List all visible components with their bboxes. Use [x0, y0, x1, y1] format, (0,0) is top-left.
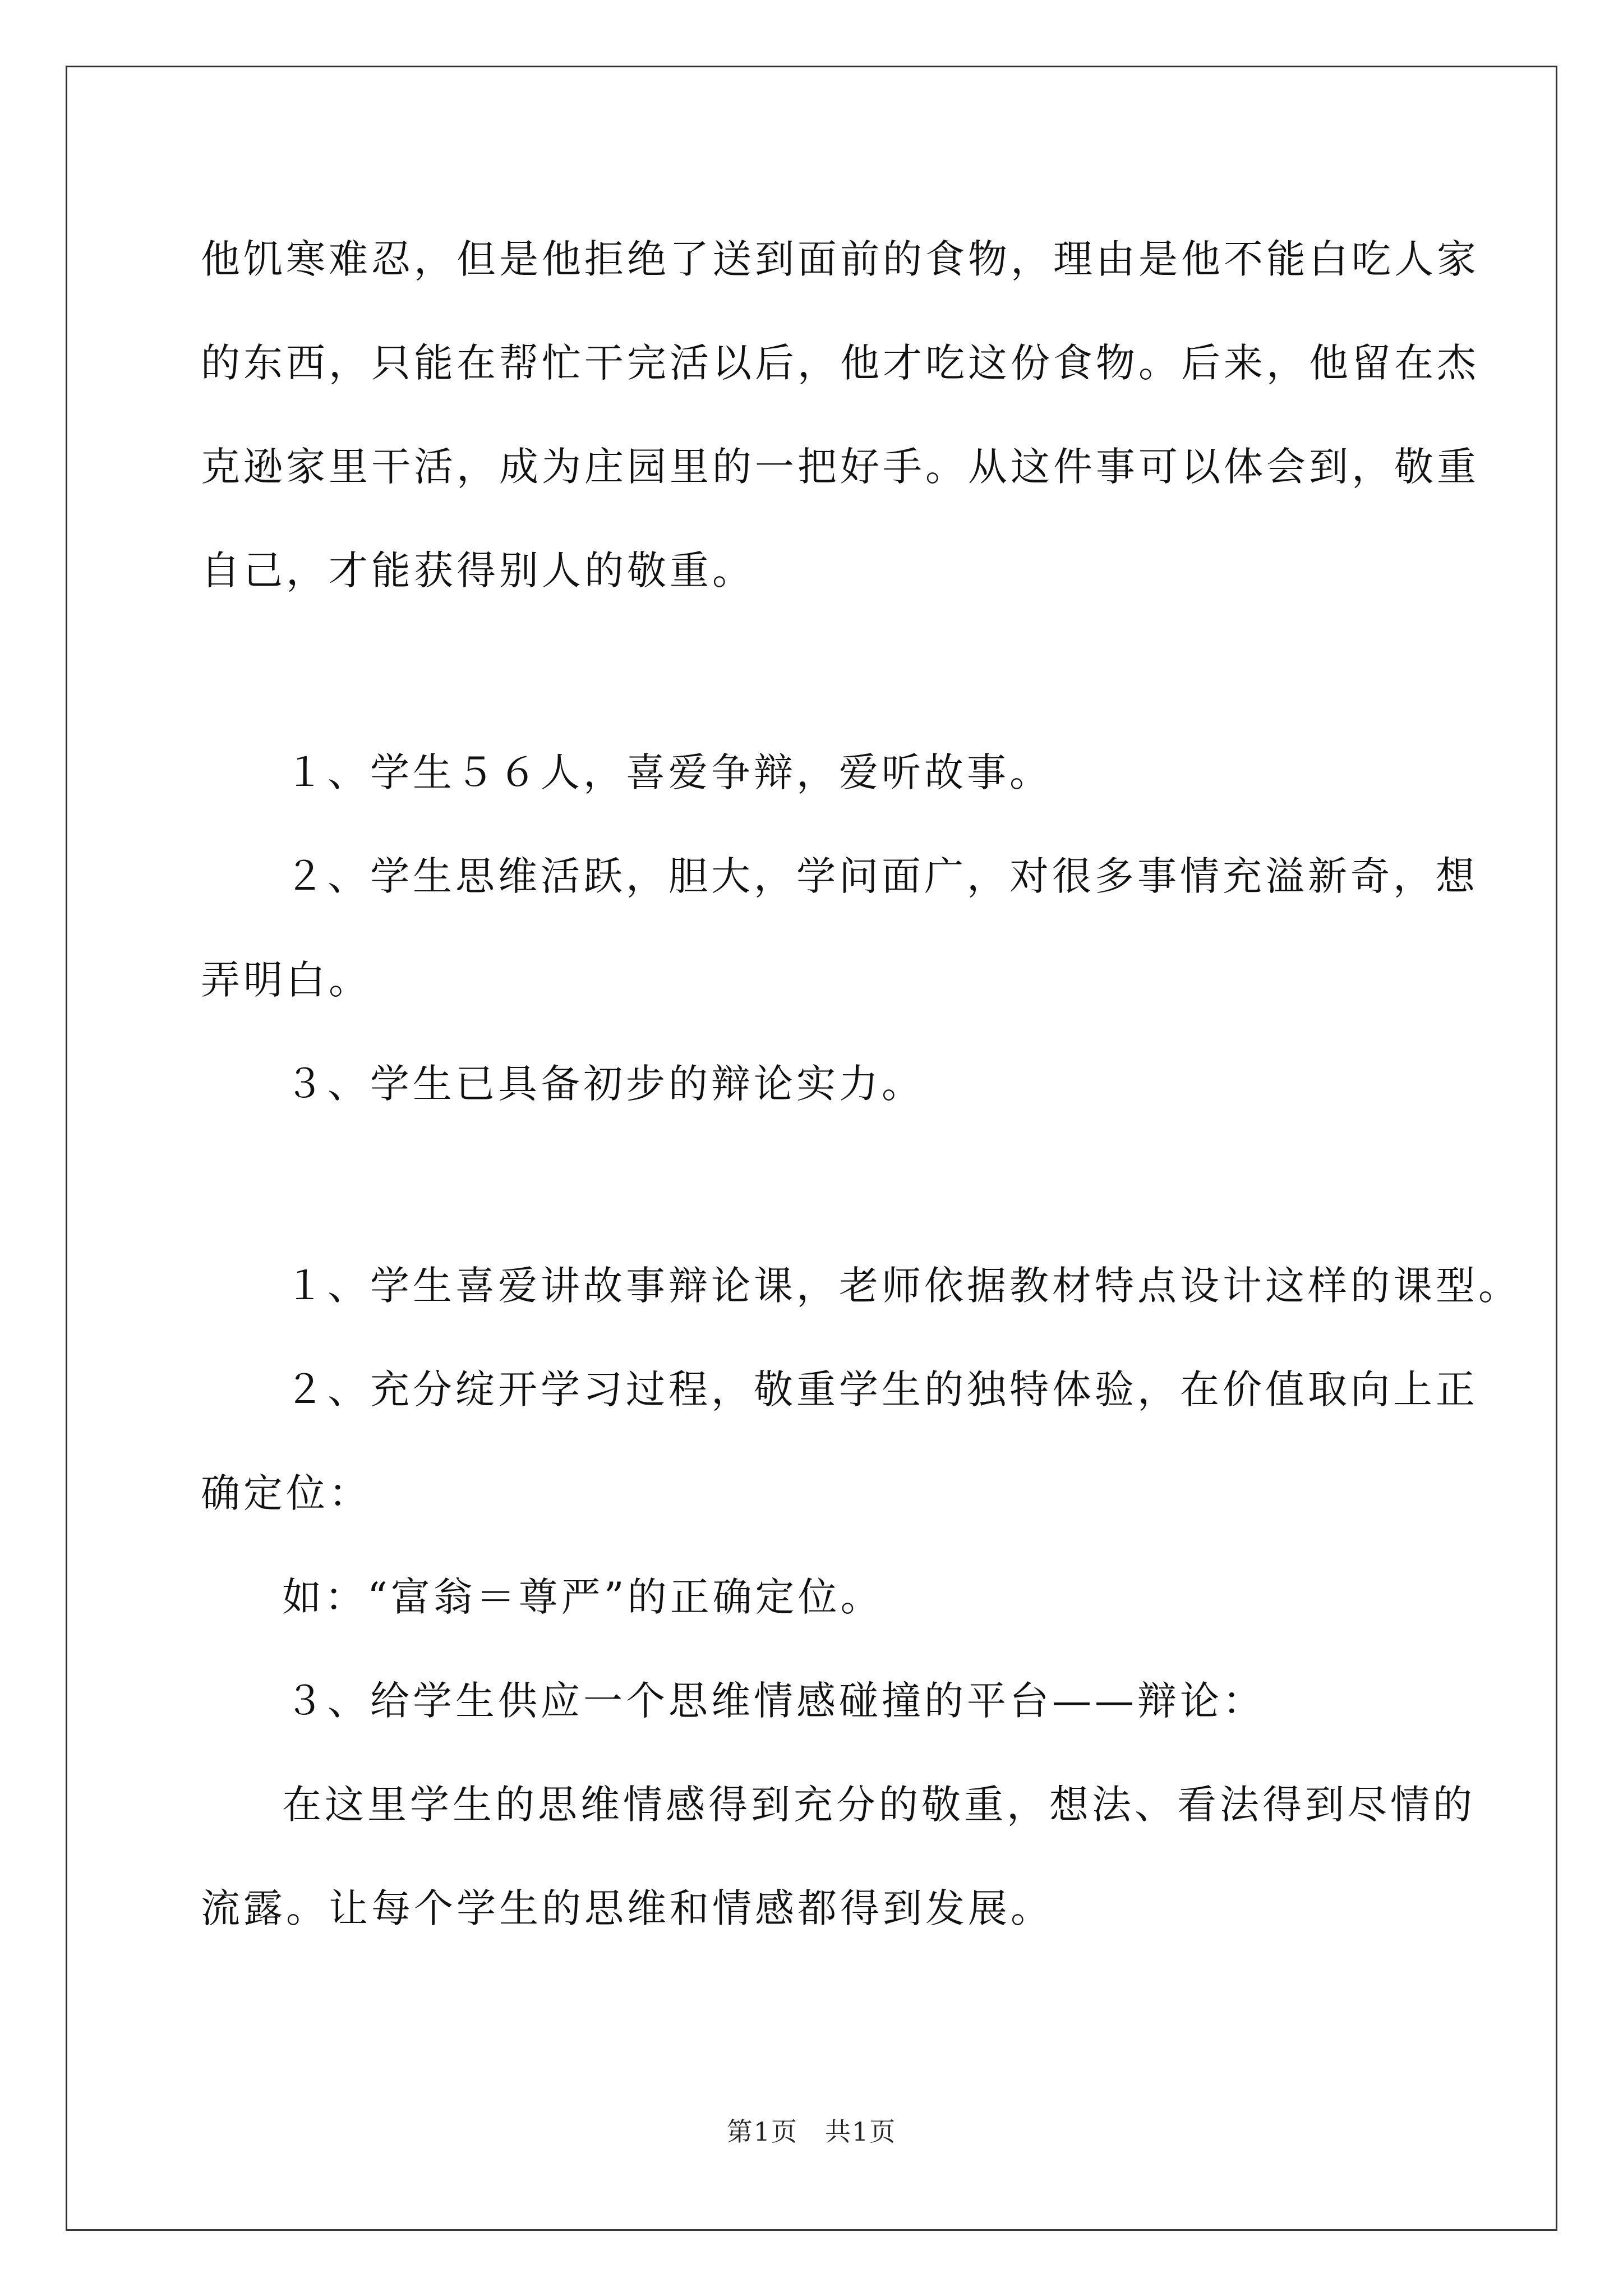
list-item: ３、学生已具备初步的辩论实力。 — [285, 1061, 924, 1107]
text-line: 自己，才能获得别人的敬重。 — [201, 547, 755, 593]
section-gap — [201, 623, 1435, 721]
list-item: ２、充分绽开学习过程，敬重学生的独特体验，在价值取向上正 — [285, 1366, 1478, 1412]
example-line: 如：“富翁＝尊严”的正确定位。 — [282, 1574, 883, 1620]
list-item: １、学生５６人，喜爱争辩，爱听故事。 — [285, 749, 1052, 795]
list-item-continuation: 确定位： — [201, 1470, 371, 1516]
student-analysis-list — [201, 721, 1478, 1136]
intro-paragraph — [201, 208, 1479, 623]
paragraph-continuation: 流露。让每个学生的思维和情感都得到发展。 — [201, 1885, 1053, 1931]
list-item-continuation: 弄明白。 — [201, 957, 371, 1003]
document-body — [201, 208, 1521, 1961]
list-item: ３、给学生供应一个思维情感碰撞的平台——辩论： — [285, 1678, 1265, 1724]
list-item: ２、学生思维活跃，胆大，学问面广，对很多事情充溢新奇，想 — [285, 853, 1478, 899]
section-gap — [201, 1136, 1435, 1234]
paragraph-line: 在这里学生的思维情感得到充分的敬重，想法、看法得到尽情的 — [282, 1782, 1476, 1828]
text-line: 的东西，只能在帮忙干完活以后，他才吃这份食物。后来，他留在杰 — [201, 340, 1479, 386]
page-footer: 第1页 共1页 — [726, 2116, 897, 2147]
text-line: 克逊家里干活，成为庄园里的一把好手。从这件事可以体会到，敬重 — [201, 444, 1479, 490]
list-item: １、学生喜爱讲故事辩论课，老师依据教材特点设计这样的课型。 — [285, 1263, 1521, 1309]
text-line: 他饥寒难忍，但是他拒绝了送到面前的食物，理由是他不能白吃人家 — [201, 236, 1479, 282]
design-concept-list — [201, 1234, 1521, 1961]
